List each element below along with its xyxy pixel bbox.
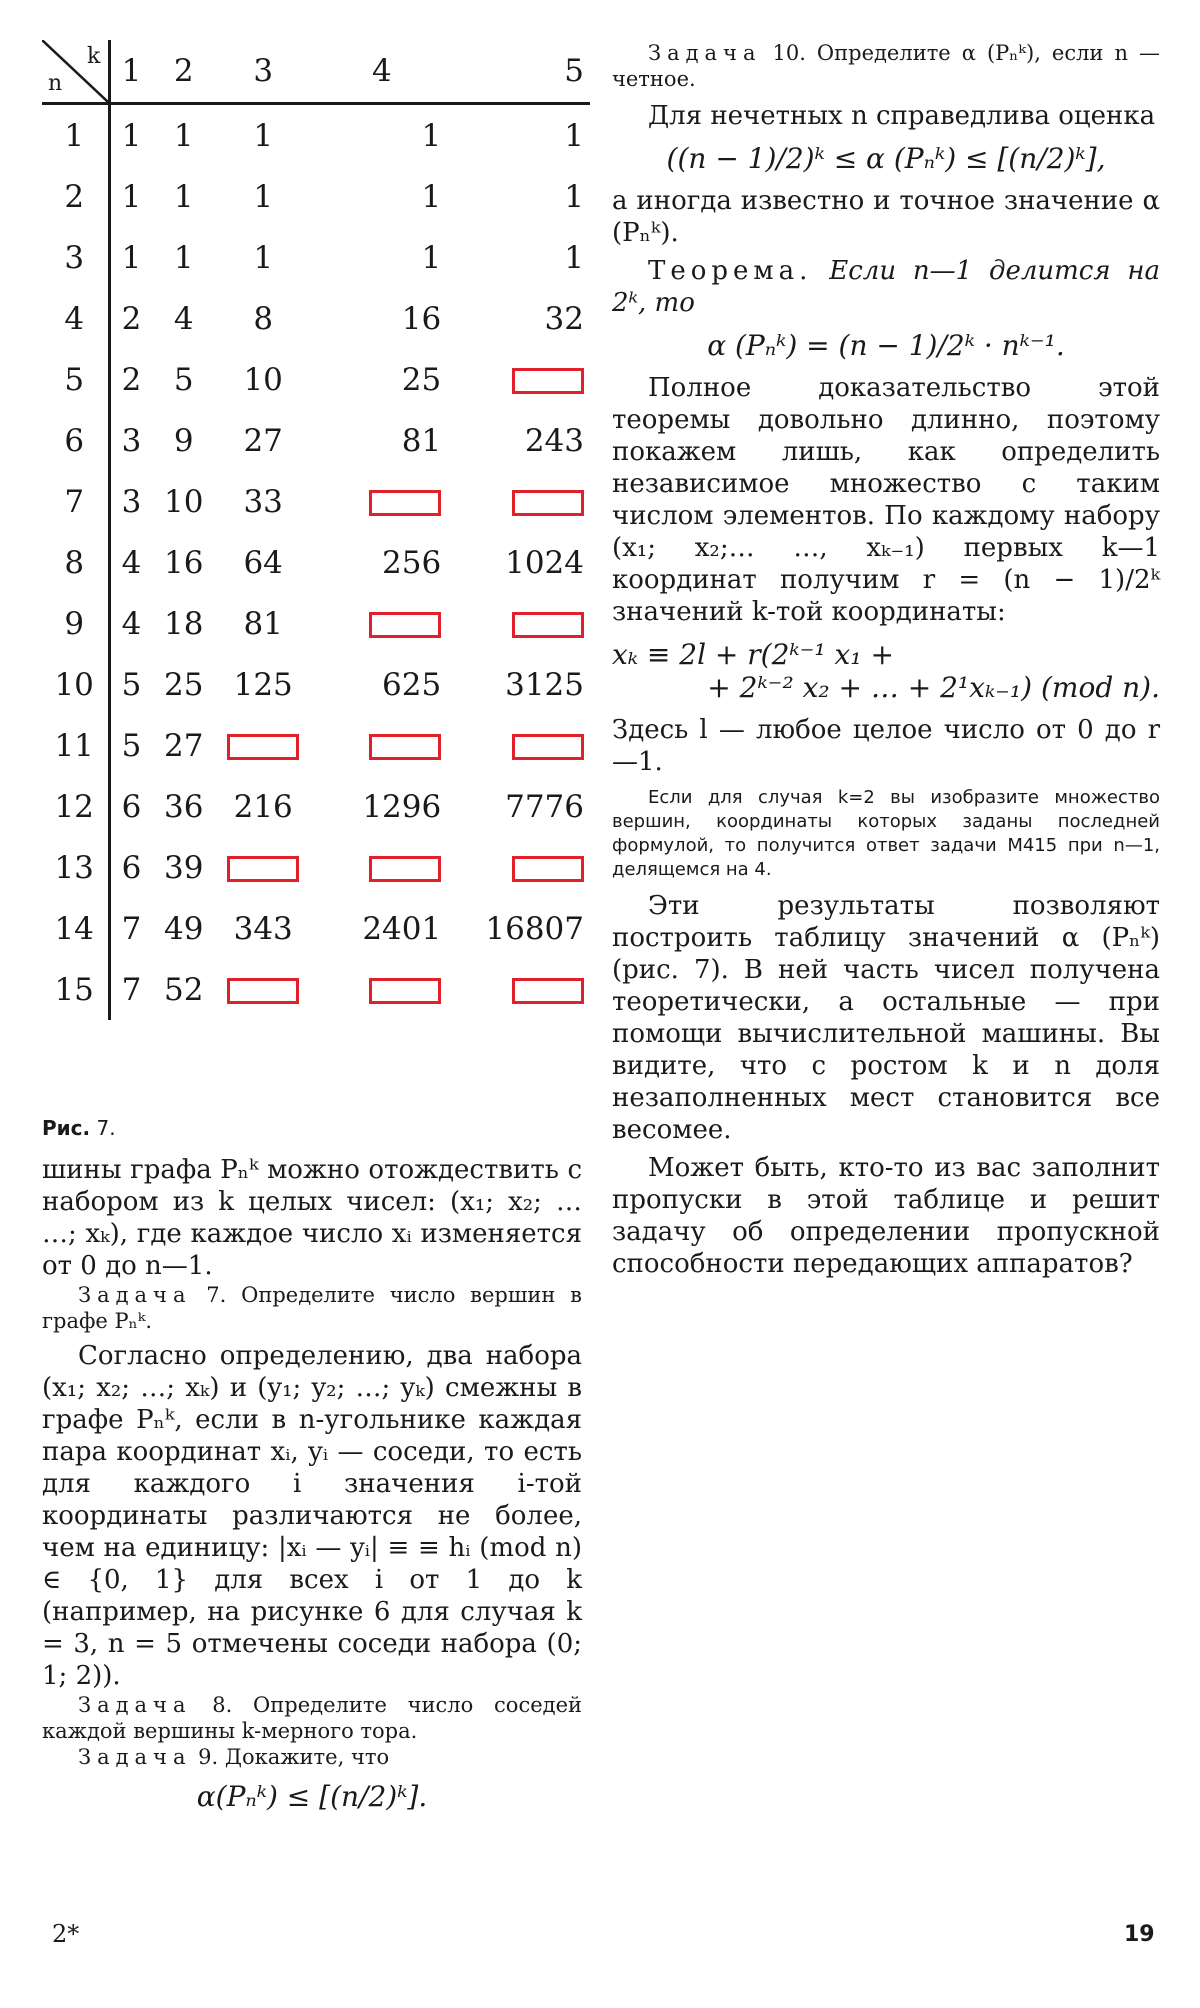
table-cell: 4 <box>173 300 194 337</box>
table-cell: 256 <box>382 544 442 581</box>
table-cell: 1 <box>173 117 194 154</box>
left-paragraph-1: шины графа Pₙᵏ можно отождествить с набором из k целых чисел: (x₁; x₂; … …; xₖ), где каждое число xᵢ изменяется от 0 до n—1. <box>42 1155 582 1281</box>
small-note: Если для случая k=2 вы изобразите множество вершин, координаты которых заданы последней формулой, то получится ответ задачи М415 при n—1, делящемся на 4. <box>612 787 1160 880</box>
task-10 <box>612 40 1160 92</box>
table-cell: 39 <box>164 849 204 886</box>
page-number: 19 <box>1124 1922 1155 1947</box>
row-header-n: 11 <box>42 715 110 776</box>
left-paragraph-2: Согласно определению, два набора (x₁; x₂; …; xₖ) и (y₁; y₂; …; yₖ) смежны в графе Pₙᵏ, если в n-угольнике каждая пара координат xᵢ, yᵢ — соседи, то есть для каждого i значения i-той координаты различаются не более, чем на единицу: |xᵢ — yᵢ| ≡ ≡ hᵢ (mod n) ∈ {0, 1} для всех i от 1 до k (например, на рисунке 6 для случая k = 3, n = 5 отмечены соседи набора (0; 1; 2)). <box>42 1341 582 1691</box>
formula-xk-line2: + 2ᵏ⁻² x₂ + … + 2¹xₖ₋₁) (mod n). <box>707 671 1160 704</box>
col-header: 2 <box>152 40 216 104</box>
empty-cell <box>310 837 453 898</box>
unknown-value-box <box>369 734 441 760</box>
table-cell: 36 <box>164 788 204 825</box>
table-cell: 1 <box>253 117 274 154</box>
table-cell: 1 <box>173 178 194 215</box>
left-column <box>42 40 582 1823</box>
col-header: 5 <box>453 40 590 104</box>
table-cell: 1 <box>121 239 142 276</box>
unknown-value-box <box>227 978 299 1004</box>
task-9 <box>42 1744 582 1770</box>
unknown-value-box <box>227 856 299 882</box>
table-cell: 1296 <box>362 788 442 825</box>
table-cell: 3 <box>121 483 142 520</box>
table-cell: 16 <box>401 300 442 337</box>
right-paragraph-5: Эти результаты позволяют построить таблицу значений α (Pₙᵏ) (рис. 7). В ней часть чисел получена теоретически, а остальные — при помощи вычислительной машины. Вы видите, что с ростом k и n доля незаполненных мест становится все весомее. <box>612 891 1160 1145</box>
table-cell: 2 <box>121 361 142 398</box>
table-cell: 2 <box>121 300 142 337</box>
table-cell: 1 <box>564 239 584 276</box>
table-cell: 16807 <box>485 910 584 947</box>
formula-theorem: α (Pₙᵏ) = (n − 1)/2ᵏ · nᵏ⁻¹. <box>707 329 1065 362</box>
row-header-n: 8 <box>42 532 110 593</box>
row-header-n: 4 <box>42 288 110 349</box>
empty-cell <box>216 715 311 776</box>
empty-cell <box>310 593 453 654</box>
col-header: 3 <box>216 40 311 104</box>
theorem-text: Если n—1 делится на 2ᵏ, то <box>612 256 1160 318</box>
table-cell: 343 <box>233 910 293 947</box>
unknown-value-box <box>512 856 584 882</box>
table-row <box>42 288 590 349</box>
empty-cell <box>453 593 590 654</box>
row-header-n: 15 <box>42 959 110 1020</box>
table-cell: 64 <box>243 544 283 581</box>
table-row <box>42 104 590 167</box>
table-row <box>42 532 590 593</box>
task-8-text: 8. Определите число соседей каждой вершины k-мерного тора. <box>42 1693 582 1743</box>
signature-mark: 2* <box>52 1920 80 1948</box>
col-header: 1 <box>110 40 152 104</box>
empty-cell <box>310 471 453 532</box>
table-header-row <box>42 40 590 104</box>
row-header-n: 10 <box>42 654 110 715</box>
table-row <box>42 898 590 959</box>
empty-cell <box>310 959 453 1020</box>
table-cell: 27 <box>243 422 283 459</box>
row-header-n: 1 <box>42 104 110 167</box>
table-row <box>42 227 590 288</box>
table-cell: 625 <box>382 666 442 703</box>
table-cell: 32 <box>544 300 584 337</box>
figure-caption <box>42 1116 582 1140</box>
figure-label: Рис. <box>42 1116 91 1140</box>
table-cell: 5 <box>173 361 194 398</box>
formula-estimate: ((n − 1)/2)ᵏ ≤ α (Pₙᵏ) ≤ [(n/2)ᵏ], <box>666 142 1106 175</box>
row-header-n: 6 <box>42 410 110 471</box>
table-corner <box>42 40 110 104</box>
table-cell: 1 <box>253 239 274 276</box>
table-cell: 1 <box>421 178 442 215</box>
table-cell: 4 <box>121 605 142 642</box>
right-paragraph-3: Полное доказательство этой теоремы довольно длинно, поэтому покажем лишь, как определить независимое множество с таким числом элементов. По каждому набору (x₁; x₂;… …, xₖ₋₁) первых k—1 координат получим r = (n − 1)/2ᵏ значений k-той координаты: <box>612 373 1160 627</box>
table-cell: 10 <box>164 483 204 520</box>
row-header-n: 12 <box>42 776 110 837</box>
table-cell: 9 <box>173 422 194 459</box>
row-header-n: 5 <box>42 349 110 410</box>
table-cell: 27 <box>164 727 204 764</box>
table-cell: 7776 <box>505 788 584 825</box>
empty-cell <box>453 349 590 410</box>
table-cell: 81 <box>401 422 442 459</box>
unknown-value-box <box>369 856 441 882</box>
table-cell: 81 <box>243 605 283 642</box>
row-header-n: 7 <box>42 471 110 532</box>
unknown-value-box <box>512 368 584 394</box>
table-cell: 1 <box>564 117 584 154</box>
table-cell: 33 <box>243 483 283 520</box>
task-7-label: Задача <box>78 1283 192 1307</box>
left-text-block <box>42 1154 582 1813</box>
table-cell: 1024 <box>505 544 584 581</box>
table-row <box>42 959 590 1020</box>
table-cell: 5 <box>121 666 142 703</box>
table-cell: 1 <box>421 239 442 276</box>
theorem <box>612 255 1160 319</box>
table-cell: 243 <box>524 422 584 459</box>
table-row <box>42 349 590 410</box>
table-cell: 25 <box>164 666 204 703</box>
row-header-n: 3 <box>42 227 110 288</box>
right-paragraph-2: а иногда известно и точное значение α (Pₙᵏ). <box>612 186 1160 248</box>
table-row <box>42 166 590 227</box>
col-header: 4 <box>310 40 453 104</box>
table-cell: 3125 <box>505 666 584 703</box>
right-column <box>612 40 1160 1280</box>
table-cell: 1 <box>421 117 442 154</box>
corner-n-label: n <box>48 71 63 96</box>
unknown-value-box <box>512 734 584 760</box>
unknown-value-box <box>369 612 441 638</box>
table-cell: 8 <box>253 300 274 337</box>
task-9-text: 9. Докажите, что <box>198 1745 390 1769</box>
task-9-formula: α(Pₙᵏ) ≤ [(n/2)ᵏ]. <box>196 1780 428 1813</box>
task-9-label: Задача <box>78 1745 192 1769</box>
right-paragraph-4: Здесь l — любое целое число от 0 до r—1. <box>612 715 1160 777</box>
table-cell: 49 <box>164 910 204 947</box>
unknown-value-box <box>512 978 584 1004</box>
table-cell: 2401 <box>362 910 442 947</box>
empty-cell <box>216 959 311 1020</box>
table-cell: 7 <box>121 971 142 1008</box>
table-row <box>42 410 590 471</box>
empty-cell <box>453 959 590 1020</box>
table-row <box>42 837 590 898</box>
table-cell: 18 <box>164 605 204 642</box>
unknown-value-box <box>512 490 584 516</box>
table-cell: 4 <box>121 544 142 581</box>
empty-cell <box>310 715 453 776</box>
task-10-label: Задача <box>648 41 762 65</box>
values-table <box>42 40 590 1020</box>
table-row <box>42 471 590 532</box>
empty-cell <box>453 471 590 532</box>
task-7 <box>42 1282 582 1334</box>
task-8-label: Задача <box>78 1693 192 1717</box>
table-cell: 216 <box>233 788 293 825</box>
table-cell: 1 <box>121 178 142 215</box>
unknown-value-box <box>512 612 584 638</box>
table-cell: 7 <box>121 910 142 947</box>
table-cell: 25 <box>401 361 442 398</box>
table-cell: 10 <box>243 361 283 398</box>
formula-xk-line1: xₖ ≡ 2l + r(2ᵏ⁻¹ x₁ + <box>612 638 894 671</box>
unknown-value-box <box>369 978 441 1004</box>
task-7-text: 7. Определите число вершин в графе Pₙᵏ. <box>42 1283 582 1333</box>
table-cell: 5 <box>121 727 142 764</box>
theorem-label: Теорема. <box>648 256 813 286</box>
table-cell: 3 <box>121 422 142 459</box>
unknown-value-box <box>369 490 441 516</box>
empty-cell <box>453 837 590 898</box>
task-10-text: 10. Определите α (Pₙᵏ), если n — четное. <box>612 41 1160 91</box>
right-paragraph-1: Для нечетных n справедлива оценка <box>648 101 1156 131</box>
table-cell: 6 <box>121 788 142 825</box>
table-cell: 1 <box>253 178 274 215</box>
row-header-n: 2 <box>42 166 110 227</box>
table-row <box>42 593 590 654</box>
table-cell: 1 <box>564 178 584 215</box>
right-paragraph-6: Может быть, кто-то из вас заполнит пропуски в этой таблице и решит задачу об определении пропускной способности передающих аппаратов? <box>612 1153 1160 1279</box>
row-header-n: 14 <box>42 898 110 959</box>
corner-k-label: k <box>87 44 101 69</box>
task-8 <box>42 1692 582 1744</box>
row-header-n: 13 <box>42 837 110 898</box>
table-cell: 1 <box>173 239 194 276</box>
figure-number: 7. <box>96 1116 116 1140</box>
table-cell: 52 <box>164 971 204 1008</box>
table-row <box>42 654 590 715</box>
table-row <box>42 715 590 776</box>
table-cell: 1 <box>121 117 142 154</box>
unknown-value-box <box>227 734 299 760</box>
row-header-n: 9 <box>42 593 110 654</box>
empty-cell <box>216 837 311 898</box>
table-cell: 125 <box>233 666 293 703</box>
table-row <box>42 776 590 837</box>
table-cell: 16 <box>164 544 204 581</box>
empty-cell <box>453 715 590 776</box>
table-cell: 6 <box>121 849 142 886</box>
